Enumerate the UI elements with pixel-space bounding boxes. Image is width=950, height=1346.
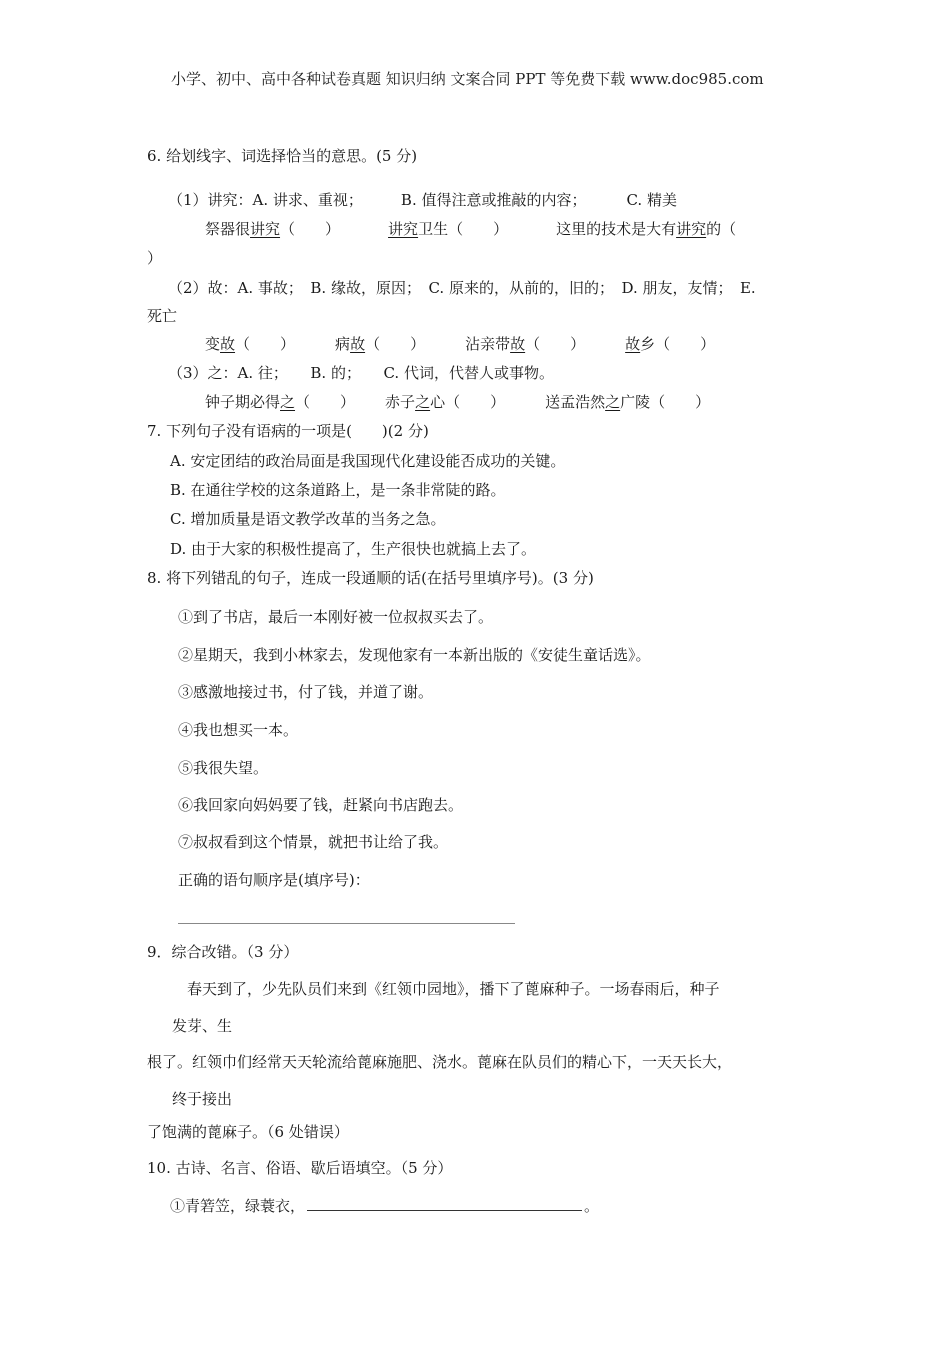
q8-answer-prompt: 正确的语句顺序是(填序号)： xyxy=(178,871,370,889)
q10-title: 10. 古诗、名言、俗语、歇后语填空。（5 分） xyxy=(147,1159,453,1177)
q7-option-b: B. 在通往学校的这条道路上，是一条非常陡的路。 xyxy=(170,481,506,499)
q8-sentence-1: ①到了书店，最后一本刚好被一位叔叔买去了。 xyxy=(178,608,494,626)
q6-part1-item-3: 这里的技术是大有讲究的（ xyxy=(556,220,737,238)
q6-part1-item-1: 祭器很讲究（ ） xyxy=(205,220,341,238)
q6-part3-item-3: 送孟浩然之广陵（ ） xyxy=(545,393,711,411)
q6-part1-item-2: 讲究卫生（ ） xyxy=(388,220,509,238)
q8-answer-line[interactable] xyxy=(178,923,515,924)
q6-part2-options: （2）故：A. 事故； B. 缘故，原因； C. 原来的，从前的，旧的； D. 朋友，友情； E. xyxy=(168,279,756,297)
q8-sentence-3: ③感激地接过书，付了钱，并道了谢。 xyxy=(178,683,434,701)
q6-part2-item-3: 沾亲带故（ ） xyxy=(465,335,586,353)
q9-text-line-2: 发芽、生 xyxy=(172,1017,233,1035)
q6-part1-items xyxy=(205,219,736,239)
q6-title: 6. 给划线字、词选择恰当的意思。(5 分) xyxy=(147,147,418,165)
q9-text-line-3: 根了。红领巾们经常天天轮流给蓖麻施肥、浇水。蓖麻在队员们的精心下，一天天长大， xyxy=(147,1053,733,1071)
q8-title: 8. 将下列错乱的句子，连成一段通顺的话(在括号里填序号)。(3 分) xyxy=(147,569,594,587)
q6-part3-options: （3）之：A. 往； B. 的； C. 代词，代替人或事物。 xyxy=(168,364,554,382)
q6-part2-item-4: 故乡（ ） xyxy=(625,335,716,353)
q6-part1-opt-c: C. 精美 xyxy=(626,191,677,209)
q9-text-line-1: 春天到了，少先队员们来到《红领巾园地》，播下了蓖麻种子。一场春雨后，种子 xyxy=(187,980,720,998)
q6-part3-items xyxy=(205,392,710,412)
q6-part2-item-1: 变故（ ） xyxy=(205,335,296,353)
q9-title: 9．综合改错。（3 分） xyxy=(147,943,299,961)
q10-item-1 xyxy=(170,1196,599,1216)
q6-part1-opt-a: A. 讲求、重视； xyxy=(252,191,363,209)
q6-part2-items xyxy=(205,334,715,354)
q10-item-1-prefix: ①青箬笠，绿蓑衣， xyxy=(170,1197,306,1215)
page-header: 小学、初中、高中各种试卷真题 知识归纳 文案合同 PPT 等免费下载 www.doc985.com xyxy=(171,70,764,88)
q6-part3-item-2: 赤子之心（ ） xyxy=(385,393,506,411)
q8-sentence-7: ⑦叔叔看到这个情景，就把书让给了我。 xyxy=(178,833,449,851)
q7-option-c: C. 增加质量是语文教学改革的当务之急。 xyxy=(170,510,446,528)
q8-sentence-2: ②星期天，我到小林家去，发现他家有一本新出版的《安徒生童话选》。 xyxy=(178,646,651,664)
q6-part1-wrap: ） xyxy=(147,249,163,267)
q6-part1-prefix: （1）讲究： xyxy=(168,191,253,209)
q6-part1-opt-b: B. 值得注意或推敲的内容； xyxy=(400,191,587,209)
q9-text-line-5: 了饱满的蓖麻子。（6 处错误） xyxy=(147,1123,349,1141)
q8-sentence-5: ⑤我很失望。 xyxy=(178,759,269,777)
q7-option-a: A. 安定团结的政治局面是我国现代化建设能否成功的关键。 xyxy=(170,452,566,470)
q9-text-line-4: 终于接出 xyxy=(172,1090,233,1108)
q6-part3-item-1: 钟子期必得之（ ） xyxy=(205,393,356,411)
q6-part2-item-2: 病故（ ） xyxy=(335,335,426,353)
q10-item-1-suffix: 。 xyxy=(584,1197,600,1215)
q6-part1-options xyxy=(168,190,677,210)
q8-sentence-6: ⑥我回家向妈妈要了钱，赶紧向书店跑去。 xyxy=(178,796,464,814)
q10-item-1-blank[interactable] xyxy=(307,1196,582,1211)
q8-sentence-4: ④我也想买一本。 xyxy=(178,721,299,739)
q7-title: 7. 下列句子没有语病的一项是( )(2 分) xyxy=(147,422,429,440)
q6-part2-options-wrap: 死亡 xyxy=(147,307,178,325)
q7-option-d: D. 由于大家的积极性提高了，生产很快也就搞上去了。 xyxy=(170,540,537,558)
